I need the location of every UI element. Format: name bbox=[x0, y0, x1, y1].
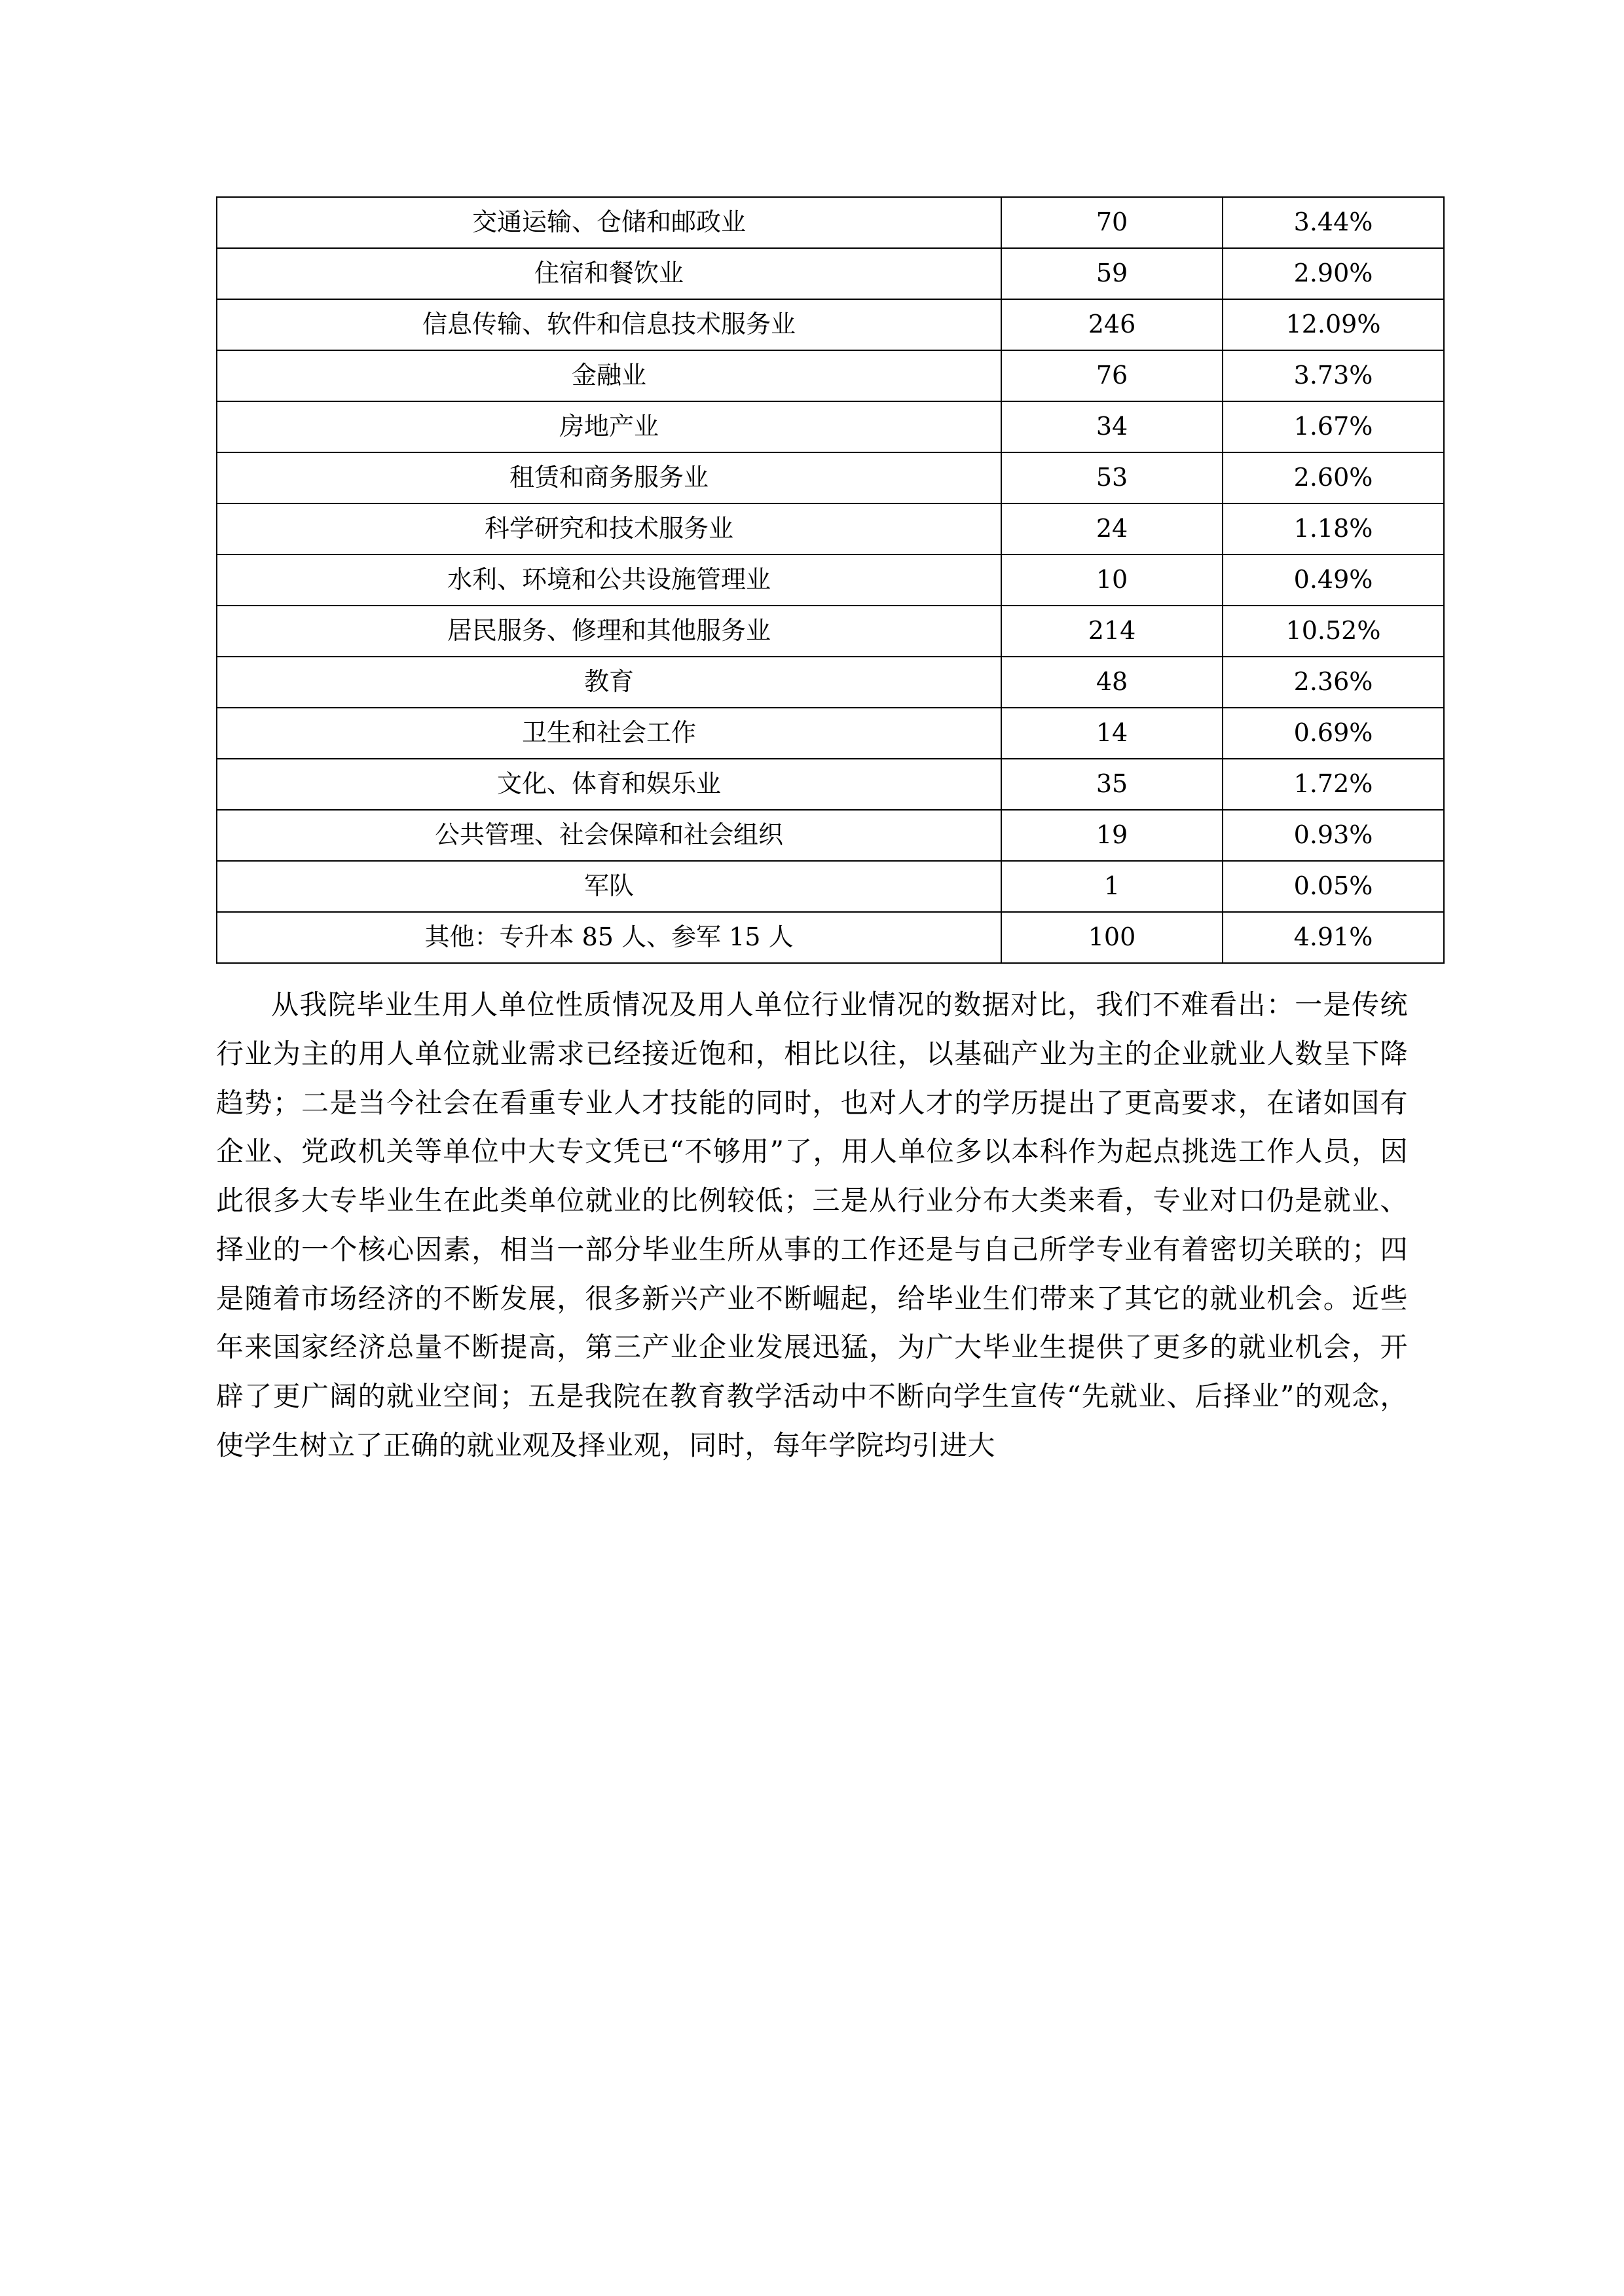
industry-name-cell: 卫生和社会工作 bbox=[217, 708, 1001, 759]
industry-count-cell: 48 bbox=[1001, 657, 1223, 708]
industry-name-cell: 科学研究和技术服务业 bbox=[217, 503, 1001, 555]
table-row bbox=[217, 197, 1444, 248]
industry-count-cell: 1 bbox=[1001, 861, 1223, 912]
industry-percent-cell: 1.72% bbox=[1223, 759, 1444, 810]
industry-percent-cell: 0.05% bbox=[1223, 861, 1444, 912]
industry-name-cell: 公共管理、社会保障和社会组织 bbox=[217, 810, 1001, 861]
table-row bbox=[217, 248, 1444, 299]
industry-distribution-table bbox=[216, 196, 1445, 964]
table-row bbox=[217, 861, 1444, 912]
table-row bbox=[217, 606, 1444, 657]
industry-count-cell: 19 bbox=[1001, 810, 1223, 861]
industry-name-cell: 水利、环境和公共设施管理业 bbox=[217, 555, 1001, 606]
table-row bbox=[217, 401, 1444, 452]
table-row bbox=[217, 452, 1444, 503]
industry-percent-cell: 2.60% bbox=[1223, 452, 1444, 503]
industry-percent-cell: 0.69% bbox=[1223, 708, 1444, 759]
industry-name-cell: 教育 bbox=[217, 657, 1001, 708]
industry-count-cell: 214 bbox=[1001, 606, 1223, 657]
industry-percent-cell: 2.90% bbox=[1223, 248, 1444, 299]
industry-percent-cell: 0.49% bbox=[1223, 555, 1444, 606]
table-row bbox=[217, 810, 1444, 861]
industry-count-cell: 10 bbox=[1001, 555, 1223, 606]
industry-percent-cell: 12.09% bbox=[1223, 299, 1444, 350]
industry-count-cell: 53 bbox=[1001, 452, 1223, 503]
industry-name-cell: 文化、体育和娱乐业 bbox=[217, 759, 1001, 810]
industry-name-cell: 房地产业 bbox=[217, 401, 1001, 452]
industry-name-cell: 金融业 bbox=[217, 350, 1001, 401]
table-row bbox=[217, 555, 1444, 606]
industry-name-cell: 交通运输、仓储和邮政业 bbox=[217, 197, 1001, 248]
industry-percent-cell: 0.93% bbox=[1223, 810, 1444, 861]
table-row bbox=[217, 350, 1444, 401]
table-body bbox=[217, 197, 1444, 963]
industry-count-cell: 76 bbox=[1001, 350, 1223, 401]
table-row bbox=[217, 299, 1444, 350]
table-row bbox=[217, 708, 1444, 759]
industry-count-cell: 34 bbox=[1001, 401, 1223, 452]
industry-name-cell: 租赁和商务服务业 bbox=[217, 452, 1001, 503]
industry-name-cell: 信息传输、软件和信息技术服务业 bbox=[217, 299, 1001, 350]
industry-name-cell: 住宿和餐饮业 bbox=[217, 248, 1001, 299]
industry-name-cell: 居民服务、修理和其他服务业 bbox=[217, 606, 1001, 657]
industry-percent-cell: 3.73% bbox=[1223, 350, 1444, 401]
industry-count-cell: 100 bbox=[1001, 912, 1223, 963]
industry-name-cell: 其他：专升本 85 人、参军 15 人 bbox=[217, 912, 1001, 963]
industry-count-cell: 35 bbox=[1001, 759, 1223, 810]
industry-count-cell: 70 bbox=[1001, 197, 1223, 248]
industry-percent-cell: 4.91% bbox=[1223, 912, 1444, 963]
industry-count-cell: 14 bbox=[1001, 708, 1223, 759]
table-row bbox=[217, 657, 1444, 708]
industry-percent-cell: 3.44% bbox=[1223, 197, 1444, 248]
industry-percent-cell: 2.36% bbox=[1223, 657, 1444, 708]
industry-percent-cell: 1.18% bbox=[1223, 503, 1444, 555]
industry-count-cell: 246 bbox=[1001, 299, 1223, 350]
industry-percent-cell: 1.67% bbox=[1223, 401, 1444, 452]
table-row bbox=[217, 503, 1444, 555]
table-row bbox=[217, 912, 1444, 963]
industry-count-cell: 24 bbox=[1001, 503, 1223, 555]
industry-count-cell: 59 bbox=[1001, 248, 1223, 299]
analysis-paragraph: 从我院毕业生用人单位性质情况及用人单位行业情况的数据对比，我们不难看出：一是传统行业为主的用人单位就业需求已经接近饱和，相比以往，以基础产业为主的企业就业人数呈下降趋势；二是当今社会在看重专业人才技能的同时，也对人才的学历提出了更高要求，在诸如国有企业、党政机关等单位中大专文凭已“不够用”了，用人单位多以本科作为起点挑选工作人员，因此很多大专毕业生在此类单位就业的比例较低；三是从行业分布大类来看，专业对口仍是就业、择业的一个核心因素，相当一部分毕业生所从事的工作还是与自己所学专业有着密切关联的；四是随着市场经济的不断发展，很多新兴产业不断崛起，给毕业生们带来了其它的就业机会。近些年来国家经济总量不断提高，第三产业企业发展迅猛，为广大毕业生提供了更多的就业机会，开辟了更广阔的就业空间；五是我院在教育教学活动中不断向学生宣传“先就业、后择业”的观念，使学生树立了正确的就业观及择业观，同时，每年学院均引进大 bbox=[216, 989, 1408, 1461]
table-row bbox=[217, 759, 1444, 810]
industry-percent-cell: 10.52% bbox=[1223, 606, 1444, 657]
industry-name-cell: 军队 bbox=[217, 861, 1001, 912]
